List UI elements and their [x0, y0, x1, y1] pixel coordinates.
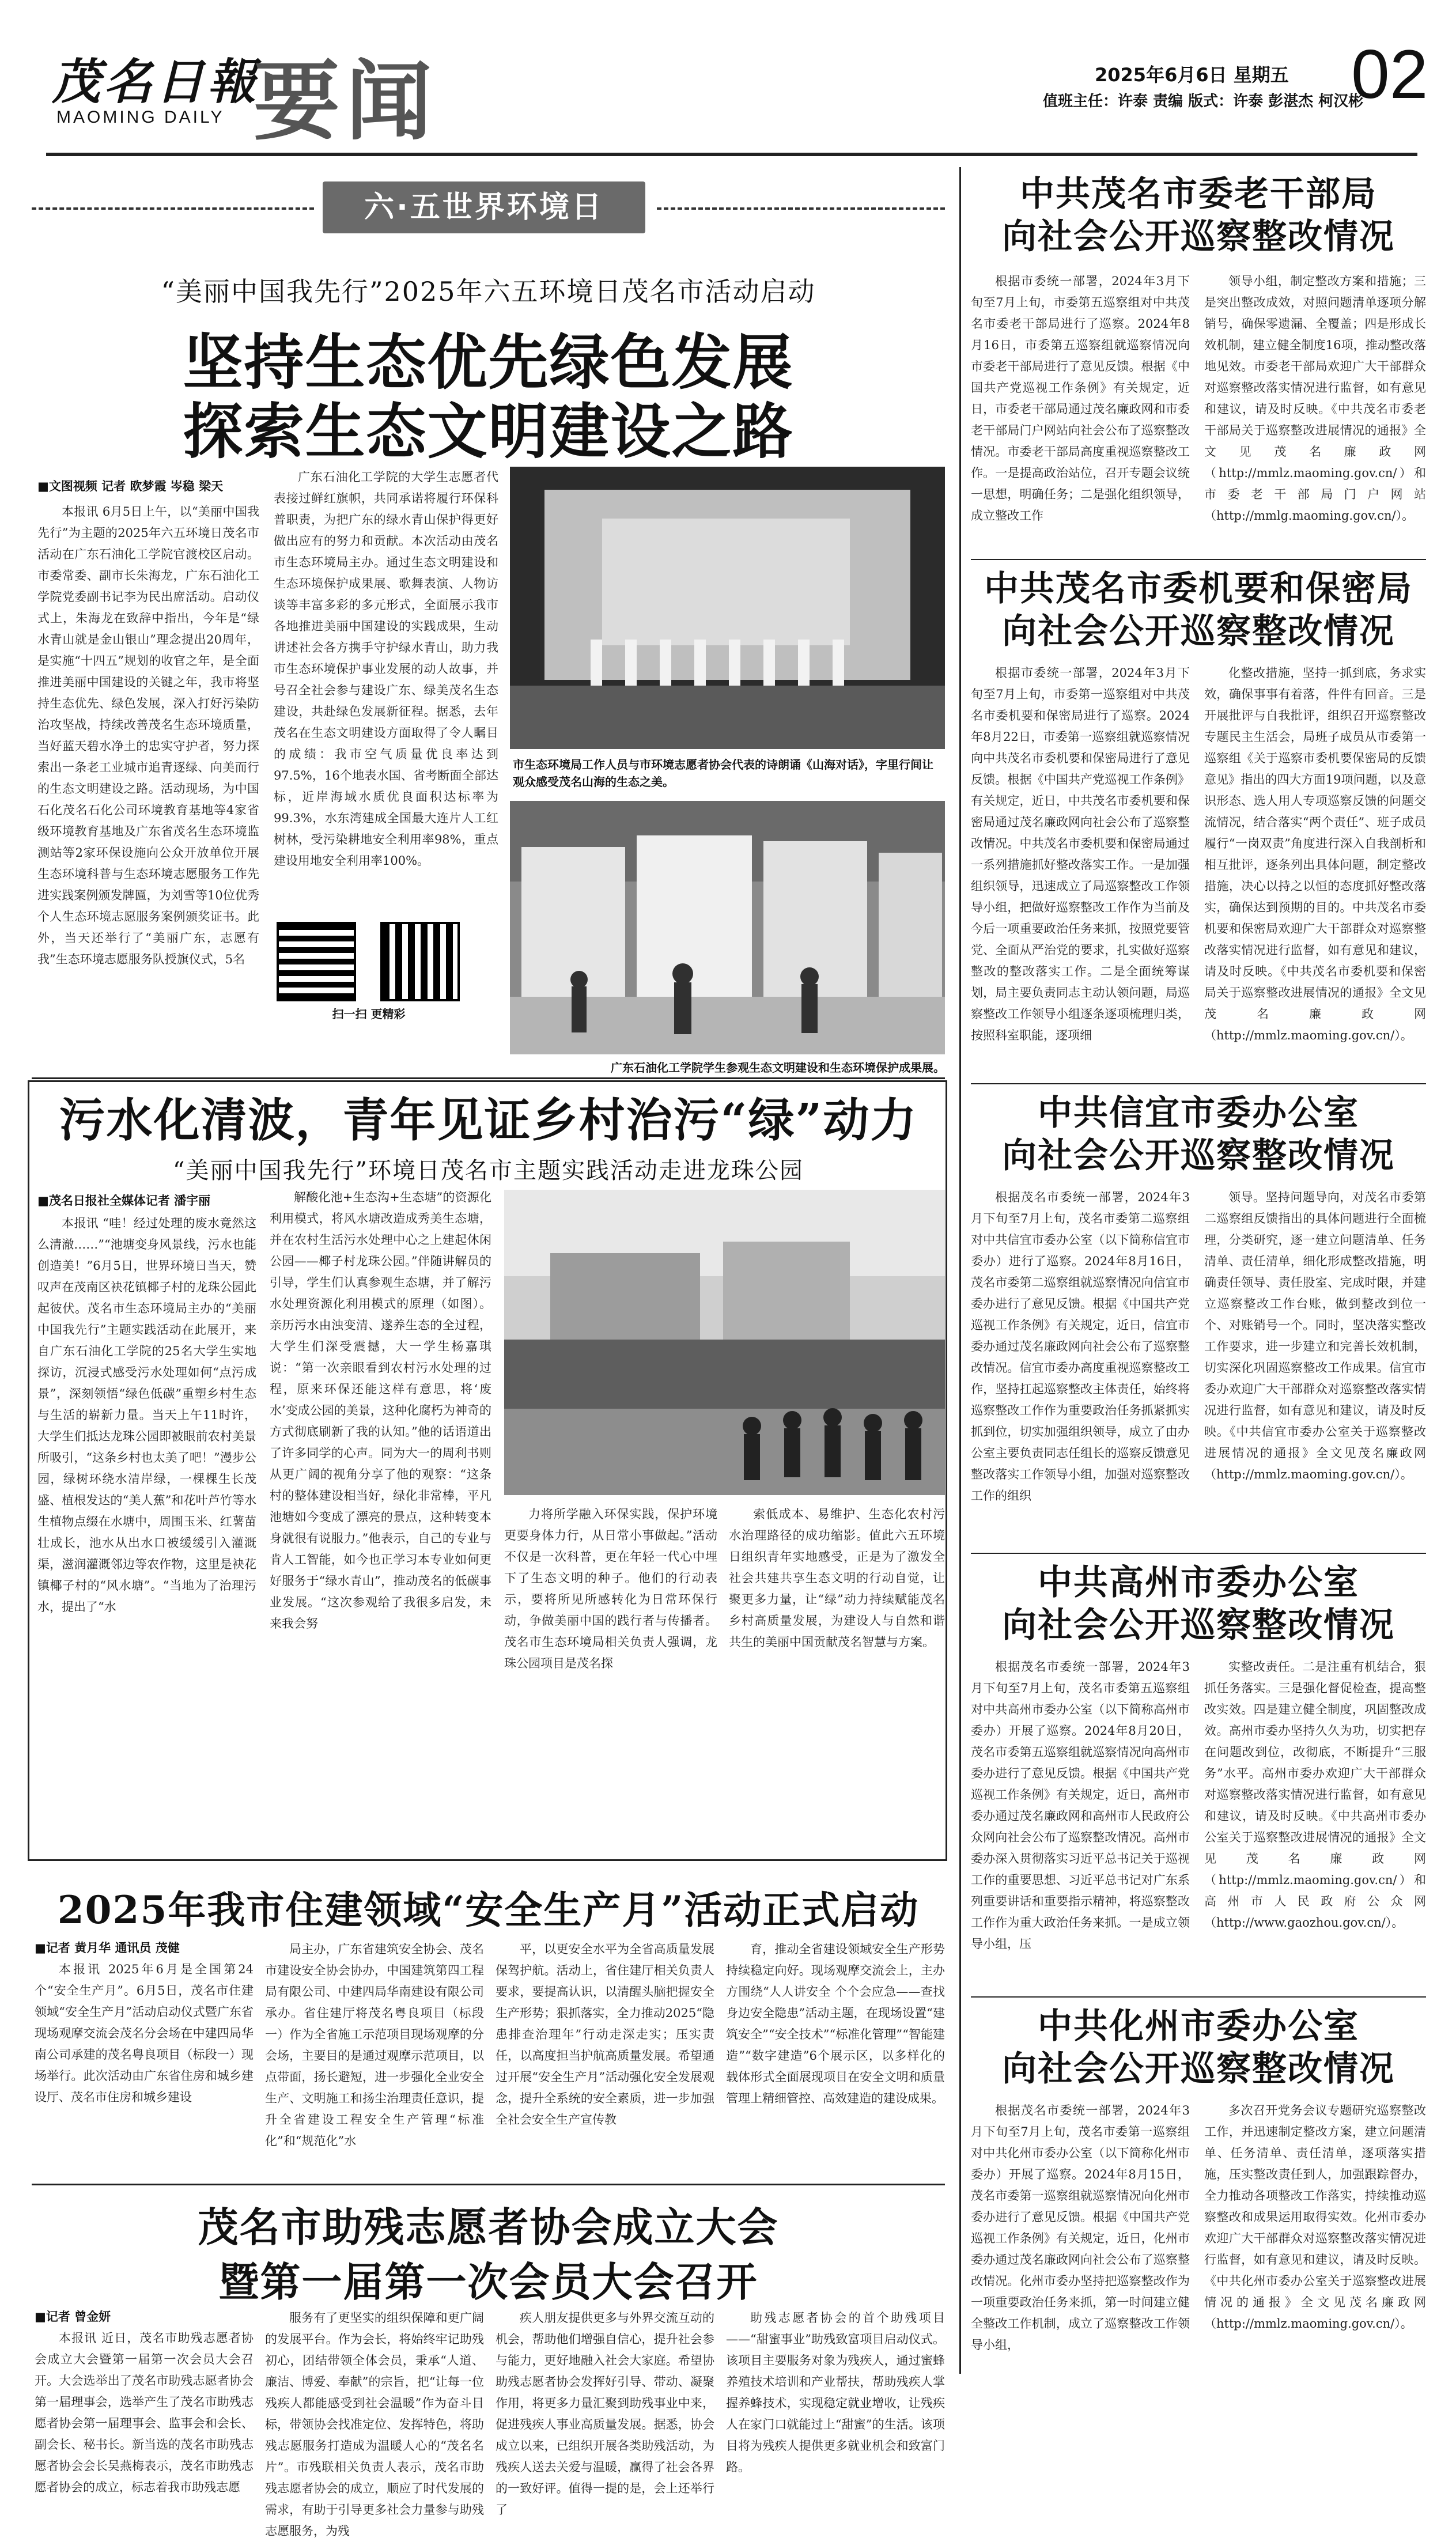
lead-bottom-rule: [32, 1077, 945, 1079]
notice-5-body-right: 多次召开党务会议专题研究巡察整改工作，并迅速制定整改方案，建立问题清单、任务清单、责任清单，逐项落实措施，压实整改责任到人，加强跟踪督办，全力推动各项整改工作落实，持续推动巡察整改和成果运用取得实效。化州市委办欢迎广大干部群众对巡察整改落实情况进行监督，如有意见和建议，请及时反映。《中共化州市委办公室关于巡察整改进展情况的通报》全文见茂名廉政网（http://mmlz.maoming.gov.cn/）。: [1204, 2104, 1426, 2331]
notice-1-body-left: 根据市委统一部署，2024年3月下旬至7月上旬，市委第五巡察组对中共茂名市委老干部局进行了巡察。2024年8月16日，市委第五巡察组就巡察情况向市委老干部局进行了意见反馈。根据《中国共产党巡视工作条例》有关规定，近日，市委老干部局通过茂名廉政网和市委老干部局门户网站向社会公布了巡察整改情况。市委老干部局高度重视巡察整改工作。一是提高政治站位，召开专题会议统一思想，明确任务；二是强化组织领导，成立整改工作: [971, 274, 1190, 523]
volunteer-title-line1: 茂名市助残志愿者协会成立大会: [198, 2203, 779, 2251]
notice-1-title-line1: 中共茂名市委老干部局: [1020, 174, 1377, 214]
volunteer-body-col2: 服务有了更坚实的组织保障和更广阔的发展平台。作为会长，将始终牢记助残初心，团结带领全体会员，秉承“人道、廉洁、博爱、奉献”的宗旨，把“让每一位残疾人都能感受到社会温暖”作为奋斗目标，带领协会找准定位、发挥特色，将助残志愿服务打造成为温暖人心的“茂名名片”。市残联相关负责人表示，茂名市助残志愿者协会的成立，顺应了时代发展的需求，有助于引导更多社会力量参与助残志愿服务，为残: [265, 2311, 484, 2538]
lead-kicker: “美丽中国我先行”2025年六五环境日茂名市活动启动: [161, 276, 816, 307]
lead-title-line2: 探索生态文明建设之路: [183, 396, 794, 467]
notice-1: [971, 173, 1426, 553]
sewage-body-col2: 解酸化池+生态沟+生态塘”的资源化利用模式，将风水塘改造成秀美生态塘，并在农村生活污水处理中心之上建起休闲公园——椰子村龙珠公园。”伴随讲解员的引导，学生们认真参观生态塘，并了解污水处理资源化利用模式的原理（如图）。亲历污水由浊变清、遂养生态的全过程，大学生们深受震撼，大一学生杨嘉琪说：“第一次亲眼看到农村污水处理的过程，原来环保还能这样有意思，将‘废水’变成公园的美景，这种化腐朽为神奇的方式彻底刷新了我的认知。”他的话语道出了许多同学的心声。同为大一的周利书则从更广阔的视角分享了他的观察：“这条村的整体建设相当好，绿化非常棒，平凡池塘如今变成了漂亮的景点，这种转变本身就很有说服力。”他表示，自己的专业与肯人工智能，如今也正学习本专业如何更好服务于“绿水青山”，推动茂名的低碳事业发展。“这次参观给了我很多启发，未来我会努: [270, 1190, 491, 1631]
qr-code-2[interactable]: [380, 922, 460, 1001]
page-number: 02: [1351, 36, 1428, 113]
notice-4-body-right: 实整改责任。二是注重有机结合，狠抓任务落实。三是强化督促检查，提高整改实效。四是建立健全制度，巩固整改成效。高州市委办坚持久久为功，切实把存在问题改到位，改彻底，不断提升“三服务”水平。高州市委办欢迎广大干部群众对巡察整改落实情况进行监督，如有意见和建议，请及时反映。《中共高州市委办公室关于巡察整改进展情况的通报》全文见茂名廉政网（http://mmlz.maoming.gov.cn/）和高州市人民政府公众网（http://www.gaozhou.gov.cn/）。: [1204, 1660, 1426, 1930]
sewage-kicker: “美丽中国我先行”环境日茂名市主题实践活动走进龙珠公园: [173, 1157, 804, 1184]
lead-body-col2: 广东石油化工学院的大学生志愿者代表接过鲜红旗帜，共同承诺将履行环保科普职责，为把广东的绿水青山保护得更好做出应有的努力和贡献。本次活动由茂名市生态环境局主办。通过生态文明建设和生态环境保护成果展、歌舞表演、人物访谈等丰富多彩的多元形式，全面展示我市各地推进美丽中国建设的实践成果，生动讲述社会各方携手守护绿水青山，助力我市生态环境保护事业发展的动人故事，并号召全社会参与建设广东、绿美茂名生态建设，共赴绿色发展新征程。据悉，去年茂名在生态文明建设方面取得了令人瞩目的成绩：我市空气质量优良率达到97.5%，16个地表水国、省考断面全部达标，近岸海域水质优良面积达标率为99.3%，水东湾建成全国最大连片人工红树林，受污染耕地安全利用率98%，重点建设用地安全利用率100%。: [274, 470, 498, 868]
notice-3-body-right: 领导。坚持问题导向，对茂名市委第二巡察组反馈指出的具体问题进行全面梳理，分类研究，逐一建立问题清单、任务清单、责任清单，细化形成整改措施，明确责任领导、责任股室、完成时限，并建立巡察整改工作台账，做到整改到位一个、对账销号一个。同时，坚决落实整改工作要求，进一步建立和完善长效机制，切实深化巩固巡察整改工作成果。信宜市委办欢迎广大干部群众对巡察整改落实情况进行监督，如有意见和建议，请及时反映。《中共信宜市委办公室关于巡察整改进展情况的通报》全文见茂名廉政网（http://mmlz.maoming.gov.cn/）。: [1204, 1190, 1426, 1481]
notice-5-title-line1: 中共化州市委办公室: [1038, 2006, 1359, 2047]
stage-photo-caption: 市生态环境局工作人员与市环境志愿者协会代表的诗朗诵《山海对话》，字里行间让观众感受茂名山海的生态之美。: [513, 758, 933, 789]
volunteer-body-col4: 助残志愿者协会的首个助残项目——“甜蜜事业”助残致富项目启动仪式。该项目主要服务对象为残疾人，通过蜜蜂养殖技术培训和产业帮扶，帮助残疾人掌握养蜂技术，实现稳定就业增收，让残疾人在家门口就能过上“甜蜜”的生活。该项目将为残疾人提供更多就业机会和致富门路。: [726, 2311, 945, 2474]
notice-2-title-line2: 向社会公开巡察整改情况: [1002, 611, 1395, 652]
newspaper-logo: 茂名日報: [52, 53, 260, 110]
banner-dash-right: [657, 207, 945, 210]
safety-title: 2025年我市住建领域“安全生产月”活动正式启动: [57, 1887, 920, 1932]
notice-1-title-line2: 向社会公开巡察整改情况: [1002, 217, 1395, 257]
notice-4-body-left: 根据茂名市委统一部署，2024年3月下旬至7月上旬，茂名市委第五巡察组对中共高州市委办公室（以下简称高州市委办）开展了巡察。2024年8月20日，茂名市委第五巡察组就巡察情况向高州市委办进行了意见反馈。根据《中国共产党巡视工作条例》有关规定，近日，高州市委办通过茂名廉政网和高州市人民政府公众网向社会公布了巡察整改情况。高州市委办深入贯彻落实习近平总书记关于巡视工作的重要思想、习近平总书记对广东系列重要讲话和重要指示精神，将巡察整改工作作为重大政治任务来抓。一是成立领导小组，压: [971, 1660, 1190, 1951]
safety-body-col4: 育，推动全省建设领域安全生产形势持续稳定向好。现场观摩交流会上，主办方围绕“人人讲安全 个个会应急——查找身边安全隐患”活动主题，在现场设置“建筑安全”“安全技术”“标准化管理”“智能建造”“数字建造”6个展示区，以多样化的载体形式全面展现项目在安全文明和质量管理上精细管控、高效建造的建设成果。: [726, 1942, 945, 2105]
notice-2-title-line1: 中共茂名市委机要和保密局: [984, 569, 1413, 609]
issue-date: 2025年6月6日 星期五: [1095, 64, 1289, 86]
exhibition-photo: [510, 801, 945, 1054]
longzhu-park-photo: [504, 1190, 945, 1495]
banner-dash-left: [32, 207, 314, 210]
exhibition-image: [510, 801, 945, 1054]
notice-divider-1: [971, 559, 1426, 560]
sewage-byline: ■茂名日报社全媒体记者 潘宇丽: [37, 1194, 211, 1208]
notice-divider-3: [971, 1553, 1426, 1554]
longzhu-park-image: [504, 1190, 945, 1495]
sewage-body-col4: 索低成本、易维护、生态化农村污水治理路径的成功缩影。值此六五环境日组织青年实地感受，正是为了激发全社会共建共享生态文明的行动自觉，让聚更多力量，让“绿”动力持续赋能茂名乡村高质量发展，为建设人与自然和谐共生的美丽中国贡献茂名智慧与方案。: [729, 1507, 945, 1649]
qr-code-1[interactable]: [277, 922, 356, 1001]
notice-4: [971, 1561, 1426, 1991]
safety-bottom-rule: [32, 2184, 945, 2185]
notice-4-title-line2: 向社会公开巡察整改情况: [1002, 1605, 1395, 1646]
masthead-divider: [46, 153, 1417, 156]
notice-5: [971, 2005, 1426, 2374]
notice-3-title-line1: 中共信宜市委办公室: [1038, 1093, 1359, 1133]
volunteer-body-col3: 疾人朋友提供更多与外界交流互动的机会，帮助他们增强自信心，提升社会参与能力，更好地融入社会大家庭。希望协助残志愿者协会发挥好引导、带动、凝聚作用，将更多力量汇聚到助残事业中来，促进残疾人事业高质量发展。据悉，协会成立以来，已组织开展各类助残活动，为残疾人送去关爱与温暖，赢得了社会各界的一致好评。值得一提的是，会上还举行了: [496, 2311, 714, 2517]
stage-performance-photo: [510, 467, 945, 749]
sewage-body-col3: 力将所学融入环保实践，保护环境更要身体力行，从日常小事做起。”活动不仅是一次科普，更在年轻一代心中埋下了生态文明的种子。他们的行动表示，要将所见所感转化为日常环保行动，争做美丽中国的践行者与传播者。茂名市生态环境局相关负责人强调，龙珠公园项目是茂名探: [504, 1507, 717, 1670]
notice-2-body-right: 化整改措施，坚持一抓到底，务求实效，确保事事有着落，件件有回音。三是开展批评与自我批评，组织召开巡察整改专题民主生活会，局班子成员从市委第一巡察组《关于巡察市委机要保密局的反馈意见》指出的四大方面19项问题，以及意识形态、选人用人专项巡察反馈的问题交流情况，结合落实“两个责任”、班子成员履行“一岗双责”角度进行深入自我剖析和相互批评，逐条列出具体问题，制定整改措施，决心以持之以恒的态度抓好整改落实，确保达到预期的目的。中共茂名市委机要和保密局欢迎广大干部群众对巡察整改落实情况进行监督，如有意见和建议，请及时反映。《中共茂名市委机要和保密局关于巡察整改进展情况的通报》全文见茂名廉政网（http://mmlz.maoming.gov.cn/）。: [1204, 666, 1426, 1042]
volunteer-body-col1: 本报讯 近日，茂名市助残志愿者协会成立大会暨第一届第一次会员大会召开。大会选举出了茂名市助残志愿者协会第一届理事会，选举产生了茂名市助残志愿者协会第一届理事会、监事会和会长、副会长、秘书长。新当选的茂名市助残志愿者协会会长吴燕梅表示，茂名市助残志愿者协会的成立，标志着我市助残志愿: [35, 2331, 254, 2494]
notice-2-body-left: 根据市委统一部署，2024年3月下旬至7月上旬，市委第一巡察组对中共茂名市委机要和保密局进行了巡察。2024年8月22日，市委第一巡察组就巡察情况向中共茂名市委机要和保密局进行了意见反馈。根据《中国共产党巡视工作条例》有关规定，近日，中共茂名市委机要和保密局通过茂名廉政网向社会公布了巡察整改情况。中共茂名市委机要和保密局通过一系列措施抓好整改落实工作。一是加强组织领导，迅速成立了局巡察整改工作领导小组，把做好巡察整改工作作为当前及今后一项重要政治任务来抓，按照党要管党、全面从严治党的要求，扎实做好巡察整改的整改落实工作。二是全面统筹谋划，局主要负责同志主动认领问题，局巡察整改工作领导小组逐条逐项梳理归类，按照科室职能，逐项细: [971, 666, 1190, 1042]
newspaper-logo-en: MAOMING DAILY: [56, 108, 225, 127]
stage-performance-image: [510, 467, 945, 749]
lead-title-line1: 坚持生态优先绿色发展: [183, 327, 794, 398]
volunteer-title-line2: 暨第一届第一次会员大会召开: [218, 2258, 758, 2306]
safety-body-col1: 本报讯 2025年6月是全国第24个“安全生产月”。6月5日，茂名市住建领域“安全生产月”活动启动仪式暨广东省现场观摩交流会茂名分会场在中建四局华南公司承建的茂名粤良项目（标段一）现场举行。此次活动由广东省住房和城乡建设厅、茂名市住房和城乡建设: [35, 1962, 254, 2104]
sewage-body-col1: 本报讯 “哇！经过处理的废水竟然这么清澈……”“池塘变身风景线，污水也能创造美！”6月5日，世界环境日当天，赞叹声在茂南区袂花镇椰子村的龙珠公园此起彼伏。茂名市生态环境局主办的“美丽中国我先行”主题实践活动在此展开，来自广东石油化工学院的25名大学生实地探访，沉浸式感受污水处理如何“点污成景”，深刻领悟“绿色低碳”重塑乡村生态与生活的崭新力量。当天上午11时许，大学生们抵达龙珠公园即被眼前农村美景所吸引，“这条乡村也太美了吧！”漫步公园，绿树环绕水清岸绿，一棵棵生长茂盛、植根发达的“美人蕉”和花叶芦竹等水生植物点缀在水塘中，周围玉米、红薯苗壮成长，池水从出水口被缓缓引入灌溉渠，滋润灌溉邻边等农作物，这里是袂花镇椰子村的“风水塘”。“当地为了治理污水，提出了“水: [37, 1216, 256, 1614]
safety-body-col2: 局主办，广东省建筑安全协会、茂名市建设安全协会协办，中国建筑第四工程局有限公司、中建四局华南建设有限公司承办。省住建厅将茂名粤良项目（标段一）作为全省施工示范项目现场观摩的分会场，主要目的是通过观摩示范项目，以点带面，扬长避短，进一步强化全业安全生产、文明施工和扬尘治理责任意识，提升全省建设工程安全生产管理“标准化”和“规范化”水: [265, 1942, 484, 2148]
safety-body-col3: 平，以更安全水平为全省高质量发展保驾护航。活动上，省住建厅相关负责人要求，要提高认识，以清醒头脑把握安全生产形势；狠抓落实，全力推动2025“隐患排查治理年”行动走深走实；压实责任，以高度担当护航高质量发展。希望通过开展“安全生产月”活动强化安全发展观念，提升全系统的安全素质，进一步加强全社会安全生产宣传教: [496, 1942, 714, 2127]
notice-divider-4: [971, 1996, 1426, 1998]
notice-3: [971, 1092, 1426, 1544]
notice-5-title-line2: 向社会公开巡察整改情况: [1002, 2049, 1395, 2089]
sewage-title: 污水化清波，青年见证乡村治污“绿”动力: [59, 1093, 918, 1147]
column-separator: [959, 167, 961, 2374]
notice-3-body-left: 根据茂名市委统一部署，2024年3月下旬至7月上旬，茂名市委第二巡察组对中共信宜市委办公室（以下简称信宜市委办）进行了巡察。2024年8月16日，茂名市委第二巡察组就巡察情况向信宜市委办进行了意见反馈。根据《中国共产党巡视工作条例》有关规定，近日，信宜市委办通过茂名廉政网向社会公布了巡察整改情况。信宜市委办高度重视巡察整改工作，坚持扛起巡察整改主体责任，始终将巡察整改工作作为重要政治任务抓紧抓实抓到位，切实加强组织领导，成立了由办公室主要负责同志任组长的巡察反馈意见整改落实工作领导小组，加强对巡察整改工作的组织: [971, 1190, 1190, 1503]
notice-divider-2: [971, 1083, 1426, 1084]
exhibition-photo-caption: 广东石油化工学院学生参观生态文明建设和生态环境保护成果展。: [611, 1061, 945, 1075]
qr-label: 扫一扫 更精彩: [332, 1007, 406, 1021]
notice-5-body-left: 根据茂名市委统一部署，2024年3月下旬至7月上旬，茂名市委第一巡察组对中共化州市委办公室（以下简称化州市委办）开展了巡察。2024年8月15日，茂名市委第一巡察组就巡察情况向化州市委办进行了意见反馈。根据《中国共产党巡视工作条例》有关规定，近日，化州市委办通过茂名廉政网向社会公布了巡察整改情况。化州市委办坚持把巡察整改作为一项重要政治任务来抓，第一时间建立健全整改工作机制，成立了巡察整改工作领导小组，: [971, 2104, 1190, 2352]
safety-byline: ■记者 黄月华 通讯员 茂健: [35, 1941, 180, 1955]
volunteer-byline: ■记者 曾金妍: [35, 2310, 111, 2324]
notice-1-body-right: 领导小组，制定整改方案和措施；三是突出整改成效，对照问题清单逐项分解销号，确保零遗漏、全覆盖；四是形成长效机制，建立健全制度16项，推动整改落地见效。市委老干部局欢迎广大干部群众对巡察整改落实情况进行监督，如有意见和建议，请及时反映。《中共茂名市委老干部局关于巡察整改进展情况的通报》全文见茂名廉政网（http://mmlz.maoming.gov.cn/）和市委老干部局门户网站（http://mmlg.maoming.gov.cn/）。: [1204, 274, 1426, 523]
notice-3-title-line2: 向社会公开巡察整改情况: [1002, 1136, 1395, 1176]
lead-byline: ■文图视频 记者 欧梦霞 岑稳 梁天: [37, 479, 224, 493]
editor-credits: 值班主任：许泰 责编 版式：许泰 彭湛杰 柯汉彬: [1043, 93, 1364, 110]
notice-4-title-line1: 中共高州市委办公室: [1038, 1563, 1359, 1603]
lead-body-col1: 本报讯 6月5日上午，以“美丽中国我先行”为主题的2025年六五环境日茂名市活动在广东石油化工学院官渡校区启动。市委常委、副市长朱海龙，广东石油化工学院党委副书记李为民出席活动。启动仪式上，朱海龙在致辞中指出，今年是“绿水青山就是金山银山”理念提出20周年，是实施“十四五”规划的收官之年，是全面推进美丽中国建设的关键之年，我市将坚持生态优先、绿色发展，深入打好污染防治攻坚战，持续改善茂名生态环境质量，当好蓝天碧水净土的忠实守护者，努力探索出一条老工业城市追青逐绿、向美而行的生态文明建设之路。活动现场，为中国石化茂名石化公司环境教育基地等4家省级环境教育基地及广东省茂名生态环境监测站等2家环保设施向公众开放单位开展生态环境科普与生态环境志愿服务工作先进实践案例颁发牌匾，为刘雪等10位优秀个人生态环境志愿服务案例颁奖证书。此外，当天还举行了“美丽广东，志愿有我”生态环境志愿服务队授旗仪式，5名: [37, 505, 259, 966]
section-title: 要闻: [254, 52, 438, 152]
environment-day-banner: 六·五世界环境日: [323, 181, 645, 233]
notice-2: [971, 568, 1426, 1075]
masthead: [46, 32, 1429, 152]
